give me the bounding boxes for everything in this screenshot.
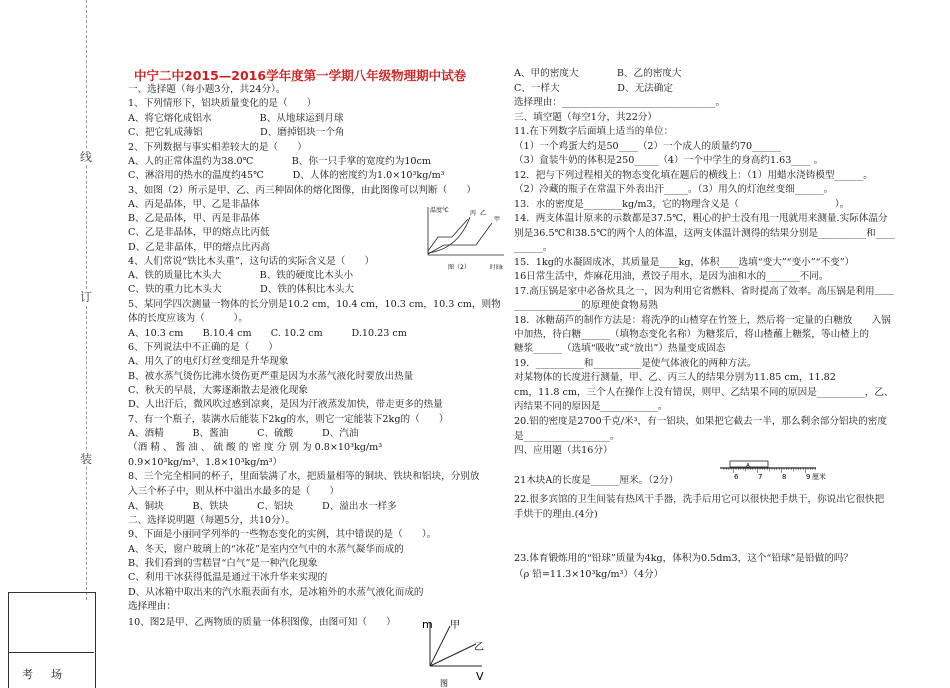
left-line: A、冬天，窗户玻璃上的“冰花”是室内空气中的水蒸气凝华而成的 — [128, 544, 404, 555]
right-line: 12．把与下列过程相关的物态变化填在题后的横线上：（1）用蜡水浇铸模型______。 — [514, 170, 873, 181]
right-line: 19．__________和__________是使气体液化的两种方法。 — [514, 358, 757, 369]
left-line: 二、选择说明题（每题5分，共10分）。 — [128, 515, 296, 526]
left-line: 9、下面是小丽同学列举的一些物态变化的实例，其中错误的是（ ）。 — [128, 529, 437, 540]
right-line: 三、填空题（每空1分，共22分） — [514, 112, 658, 123]
left-line: C、铁的重力比木头大 D、铁的体积比木头大 — [128, 284, 355, 295]
x-axis-label: 时间t — [490, 265, 504, 271]
melting-graph-figure — [418, 203, 510, 275]
left-line: D、人出汗后，微风吹过感到凉爽，是因为汗液蒸发加快，带走更多的热量 — [128, 399, 443, 410]
line-yi — [430, 644, 476, 666]
right-line: 13．水的密度是________kg/m3，它的物理含义是（ ）。 — [514, 199, 850, 210]
mass-volume-graph — [418, 616, 498, 687]
margin-mark-seal: 装 — [80, 452, 93, 466]
left-line: B、我们看到的雪糕冒“白气”是一种汽化现象 — [128, 558, 318, 569]
line-jia — [430, 626, 450, 666]
right-line: 15．1kg的水凝固成冰，其质量是____kg，体积____选填“变大”“变小”“不变”） — [514, 257, 855, 268]
left-line: （酒 精 、 酱 油 、 硫 酸 的 密 度 分 别 为 0.8×10³kg/m³ — [128, 442, 383, 453]
right-line: 丙结果不同的原因是____________。 — [514, 401, 668, 412]
left-line: D、从冰箱中取出来的汽水瓶表面有水，是冰箱外的水蒸气液化而成的 — [128, 587, 424, 598]
left-line: D、乙是非晶体，甲的熔点比丙高 — [128, 242, 271, 253]
right-line: 手烘干的理由.(4分) — [514, 509, 598, 520]
left-line: 4、人们常说“铁比木头重”，这句话的实际含义是（ ） — [128, 256, 375, 267]
left-line: C、利用干冰获得低温是通过干冰升华来实现的 — [128, 572, 328, 583]
right-line: A、甲的密度大 B、乙的密度大 — [514, 68, 682, 79]
margin-mark-binding: 订 — [80, 290, 93, 304]
left-line: A、用久了的电灯灯丝变细是升华现象 — [128, 356, 289, 367]
left-line: A、丙是晶体，甲、乙是非晶体 — [128, 199, 260, 210]
left-line: A、将它熔化成铝水 B、从地球运到月球 — [128, 113, 344, 124]
left-line: A、铁的质量比木头大 B、铁的硬度比木头小 — [128, 270, 354, 281]
right-line: 别是36.5℃和38.5℃的两个人的体温，这两支体温计测得的结果分别是__________和____ — [514, 228, 895, 239]
ruler-unit: 厘米 — [812, 473, 826, 481]
left-line: 8、三个完全相同的杯子，里面装满了水，把质量相等的铜块、铁块和铝块，分别放 — [128, 471, 480, 482]
right-line: 14．两支体温计原来的示数都是37.5℃，粗心的护士没有甩一甩就用来测量.实际体温分 — [514, 213, 888, 224]
left-line: B、乙是晶体，甲、丙是非晶体 — [128, 213, 260, 224]
right-line: ______。 — [514, 242, 553, 253]
label-yi: 乙 — [480, 210, 487, 217]
left-line: A、10.3 cm B.10.4 cm C. 10.2 cm D.10.23 cm — [128, 328, 407, 339]
left-line: C、乙是非晶体，甲的熔点比丙低 — [128, 227, 270, 238]
right-line: 18．冰糖葫芦的制作方法是：将洗净的山楂穿在竹签上，然后将一定量的白糖放 入锅 — [514, 315, 891, 326]
right-line: 22.很多宾馆的卫生间装有热风干手器，洗手后用它可以很快把手烘干，你说出它很快把 — [514, 494, 885, 505]
left-line: 选择理由： — [128, 601, 176, 612]
right-line: 中加热，待白糖______（填物态变化名称）为糖浆后，将山楂蘸上糖浆，等山楂上的 — [514, 329, 869, 340]
y-axis-label: 温度℃ — [430, 207, 449, 214]
left-line: C、淋浴用的热水的温度约45℃ D、人体的密度约为1.0×10³kg/m³ — [128, 170, 445, 181]
right-line: 17.高压锅是家中必备炊具之一，因为利用它省燃料、省时提高了效率。高压锅是利用＿＿ — [514, 286, 894, 297]
m-axis-label: m — [422, 618, 433, 631]
right-line: （3）盒装牛奶的体积是250_____（4）一个中学生的身高约1.63____ 。 — [514, 155, 824, 166]
right-line: 四、应用题（共16分） — [514, 445, 613, 456]
right-line: 23.体育锻炼用的“铅球”质量为4kg，体积为0.5dm3，这个“铅球”是铅做的吗？ — [514, 553, 853, 564]
right-line: 20.铝的密度是2700千克/米³，有一铝块，如果把它截去一半，那么剩余部分铝块的密度 — [514, 416, 887, 427]
right-line: 糖浆______（选填“吸收”或“放出”）热量变成固态 — [514, 343, 726, 354]
left-line: 一、选择题（每小题3分，共24分）。 — [128, 84, 286, 95]
label-jia: 甲 — [450, 620, 460, 631]
margin-mark-line: 线 — [80, 150, 93, 164]
right-line: 对某物体的长度进行测量，甲、乙、丙三人的结果分别为11.85 cm，11.82 — [514, 372, 836, 383]
ruler-figure — [716, 460, 836, 482]
left-line: 入三个杯子中，则从杯中溢出水最多的是（ ） — [128, 486, 340, 497]
exam-title: 中宁二中2015—2016学年度第一学期八年级物理期中试卷 — [134, 68, 467, 83]
left-line: 7、有一个瓶子，装满水后能装下2kg的水，则它一定能装下2kg的（ ） — [128, 414, 449, 425]
curve-yi — [428, 217, 470, 253]
left-line: A、酒精 B、酱油 C、硫酸 D、汽油 — [128, 428, 359, 439]
ruler-tick-label: 8 — [782, 473, 787, 481]
left-line: 1、下列情形下，铝块质量变化的是（ ） — [128, 98, 317, 109]
right-line: 是__________________。 — [514, 431, 620, 442]
v-axis-label: V — [476, 670, 484, 683]
label-jia: 丙 — [470, 210, 477, 217]
left-line: 10、图2是甲、乙两物质的质量一体积图像，由图可知（ ） — [128, 617, 396, 628]
left-line: C、把它轧成薄铝 D、磨掉铝块一个角 — [128, 127, 345, 138]
right-line: 选择理由：________________________________。 — [514, 97, 726, 108]
label-yi: 乙 — [474, 642, 484, 653]
figure-caption: 图（2） — [448, 264, 470, 271]
label-bing: 甲 — [494, 216, 501, 223]
ruler-tick-label: 7 — [758, 473, 763, 481]
right-line: （ρ 铅=11.3×10³kg/m³）（4分） — [514, 569, 664, 580]
left-line: 0.9×10³kg/m³、1.8×10³kg/m³） — [128, 457, 283, 468]
right-line: C、一样大 D、无法确定 — [514, 83, 673, 94]
figure-caption: 图 — [440, 679, 448, 687]
right-line: 21木块A的长度是______厘米。（2分） — [514, 475, 679, 486]
left-line: C、秋天的早晨，大雾逐渐散去是液化现象 — [128, 385, 309, 396]
ruler-tick-label: 9 — [806, 473, 811, 481]
ruler-tick-label: 6 — [734, 473, 739, 481]
right-line: （2）冷藏的瓶子在常温下外表出汗_____。（3）用久的灯泡丝变细______。 — [514, 184, 834, 195]
left-line: B、被水蒸气烫伤比沸水烫伤更严重是因为水蒸气液化时要放出热量 — [128, 371, 414, 382]
left-line: A、铜块 B、铁块 C、铝块 D、溢出水一样多 — [128, 501, 397, 512]
right-line: ______________的原理使食物易熟 — [514, 300, 658, 311]
right-line: 11.在下列数字后面填上适当的单位： — [514, 126, 674, 137]
left-line: 5、某同学四次测量一物体的长分别是10.2 cm，10.4 cm，10.3 cm，10.3 cm，则物 — [128, 299, 501, 310]
exam-room-label: 考场 — [22, 668, 80, 681]
left-line: 6、下列说法中不正确的是（ ） — [128, 342, 279, 353]
right-line: 16日常生活中，炸麻花用油，煮饺子用水，是因为油和水的_______不同。 — [514, 271, 829, 282]
right-line: cm，11.8 cm，三个人在操作上没有错误，则甲、乙结果不同的原因是__________，乙、 — [514, 387, 894, 398]
right-line: （1）一个鸡蛋大约是50____（2）一个成人的质量约70______ — [514, 141, 781, 152]
block-a-label: A — [746, 463, 750, 469]
left-line: 体的长度应该为（ ）。 — [128, 313, 248, 324]
left-line: A、人的正常体温约为38.0℃ B、你一只手掌的宽度约为10cm — [128, 156, 431, 167]
left-line: 3、如图（2）所示是甲、乙、丙三种固体的熔化图像，由此图像可以判断（ ） — [128, 185, 476, 196]
left-line: 2、下列数据与事实相差较大的是（ ） — [128, 142, 307, 153]
